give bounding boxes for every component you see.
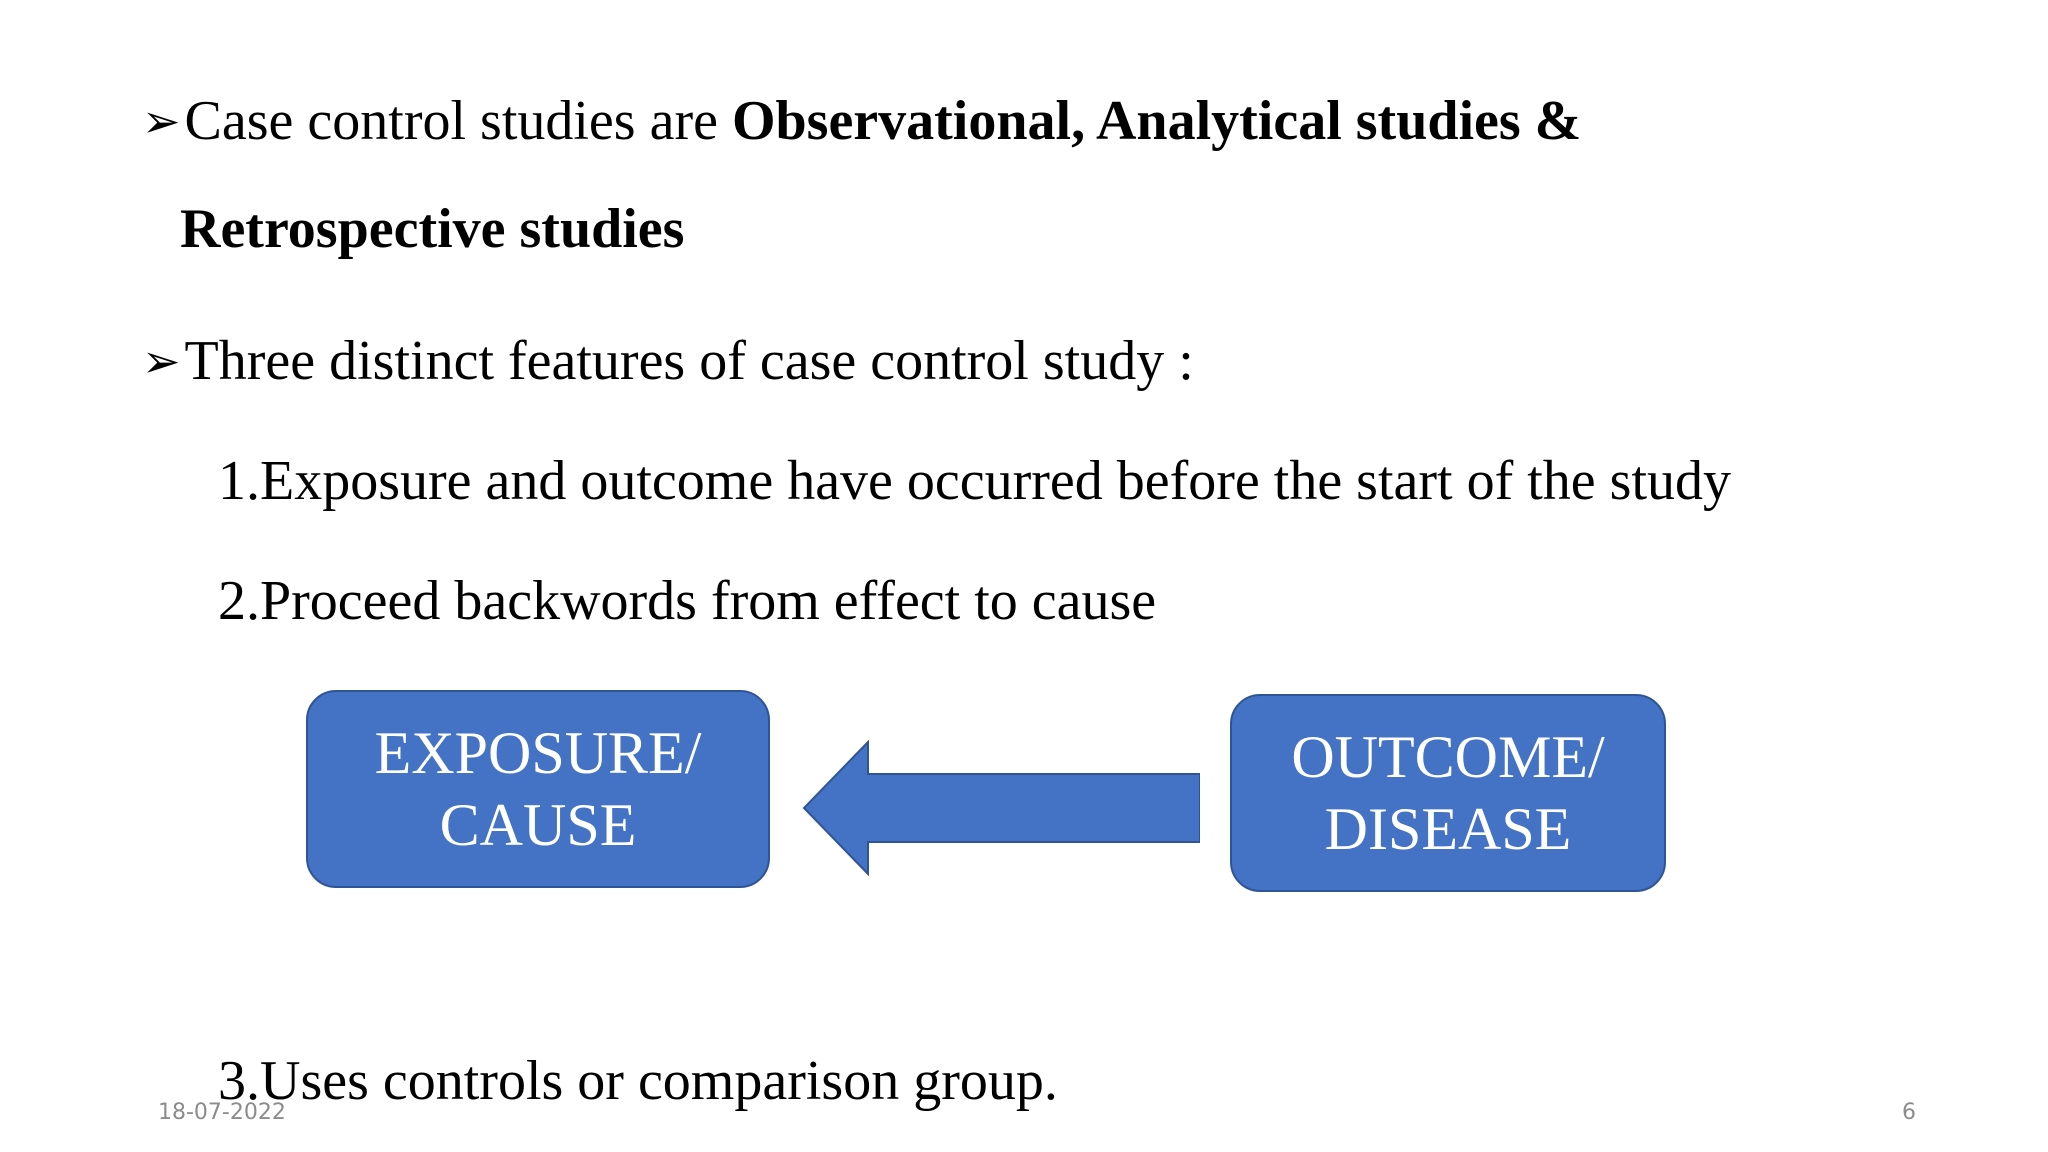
bullet-2-text: Three distinct features of case control study : xyxy=(184,330,1194,392)
arrowhead-bullet-icon: ➢ xyxy=(142,94,181,148)
left-arrow-icon xyxy=(800,740,1200,876)
bullet-1-continuation-bold-text: Retrospective studies xyxy=(180,198,685,260)
bullet-1-bold-text: Observational, Analytical studies & xyxy=(731,90,1582,152)
bullet-1 xyxy=(142,86,1581,156)
outcome-box-line-1: OUTCOME/ xyxy=(1291,724,1605,790)
feature-1: 1.Exposure and outcome have occurred before the start of the study xyxy=(218,450,1732,512)
feature-2: 2.Proceed backwords from effect to cause xyxy=(218,570,1157,632)
exposure-cause-box xyxy=(306,690,770,888)
feature-3: 3.Uses controls or comparison group. xyxy=(218,1050,1058,1112)
outcome-disease-box xyxy=(1230,694,1666,892)
arrowhead-bullet-icon: ➢ xyxy=(142,334,181,388)
exposure-box-line-1: EXPOSURE/ xyxy=(374,720,702,786)
slide-number: 6 xyxy=(1902,1100,1916,1125)
outcome-box-line-2: DISEASE xyxy=(1324,796,1572,862)
exposure-box-line-2: CAUSE xyxy=(439,792,637,858)
bullet-2 xyxy=(142,326,1194,396)
bullet-1-continuation xyxy=(180,194,684,264)
bullet-1-text: Case control studies are xyxy=(184,90,732,152)
footer-date: 18-07-2022 xyxy=(158,1100,286,1125)
